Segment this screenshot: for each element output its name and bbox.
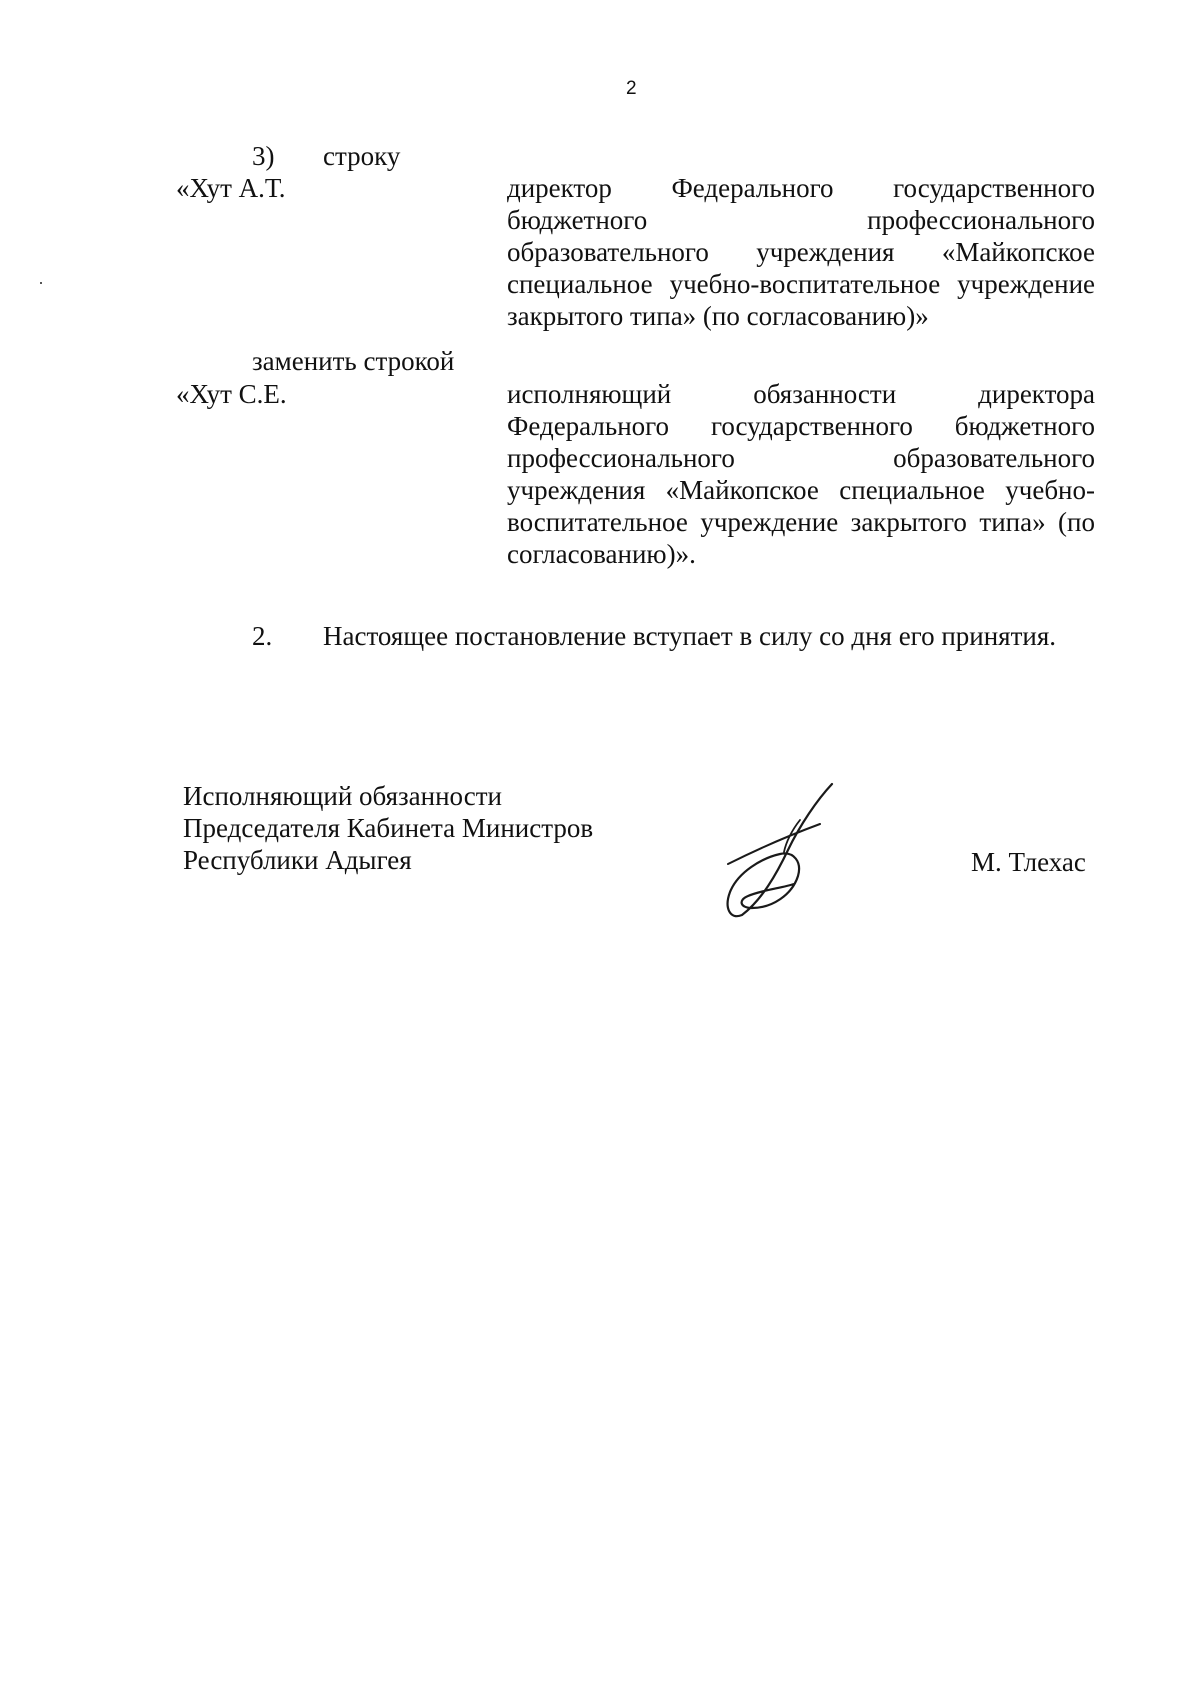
signatory-title-line: Исполняющий обязанности — [183, 781, 502, 811]
new-person-name: «Хут С.Е. — [176, 379, 287, 409]
position-line: профессионального образовательного — [507, 443, 1095, 473]
position-line: специальное учебно-воспитательное учреждение — [507, 269, 1095, 299]
page-number: 2 — [626, 78, 637, 99]
old-person-name: «Хут А.Т. — [176, 173, 286, 203]
new-person-position — [507, 378, 1095, 570]
old-person-position — [507, 172, 1095, 332]
signer-name: М. Тлехас — [971, 847, 1086, 877]
position-line: образовательного учреждения «Майкопское — [507, 237, 1095, 267]
item-keyword: строку — [323, 141, 401, 171]
margin-mark — [40, 282, 42, 284]
position-line: исполняющий обязанности директора — [507, 379, 1095, 409]
clause-number: 2. — [252, 621, 273, 651]
replace-instruction: заменить строкой — [252, 346, 455, 376]
position-line: учреждения «Майкопское специальное учебно- — [507, 475, 1095, 505]
position-line: Федерального государственного бюджетного — [507, 411, 1095, 441]
item-number: 3) — [252, 141, 275, 171]
position-line: воспитательное учреждение закрытого типа» (по — [507, 507, 1095, 537]
signatory-title-line: Председателя Кабинета Министров — [183, 813, 594, 843]
handwritten-signature — [722, 780, 842, 920]
position-line: бюджетного профессионального — [507, 205, 1095, 235]
position-line: согласованию)». — [507, 539, 696, 569]
position-line: директор Федерального государственного — [507, 173, 1095, 203]
position-line: закрытого типа» (по согласованию)» — [507, 301, 929, 331]
clause-text: Настоящее постановление вступает в силу со дня его принятия. — [323, 621, 1057, 651]
signatory-title-line: Республики Адыгея — [183, 845, 412, 875]
